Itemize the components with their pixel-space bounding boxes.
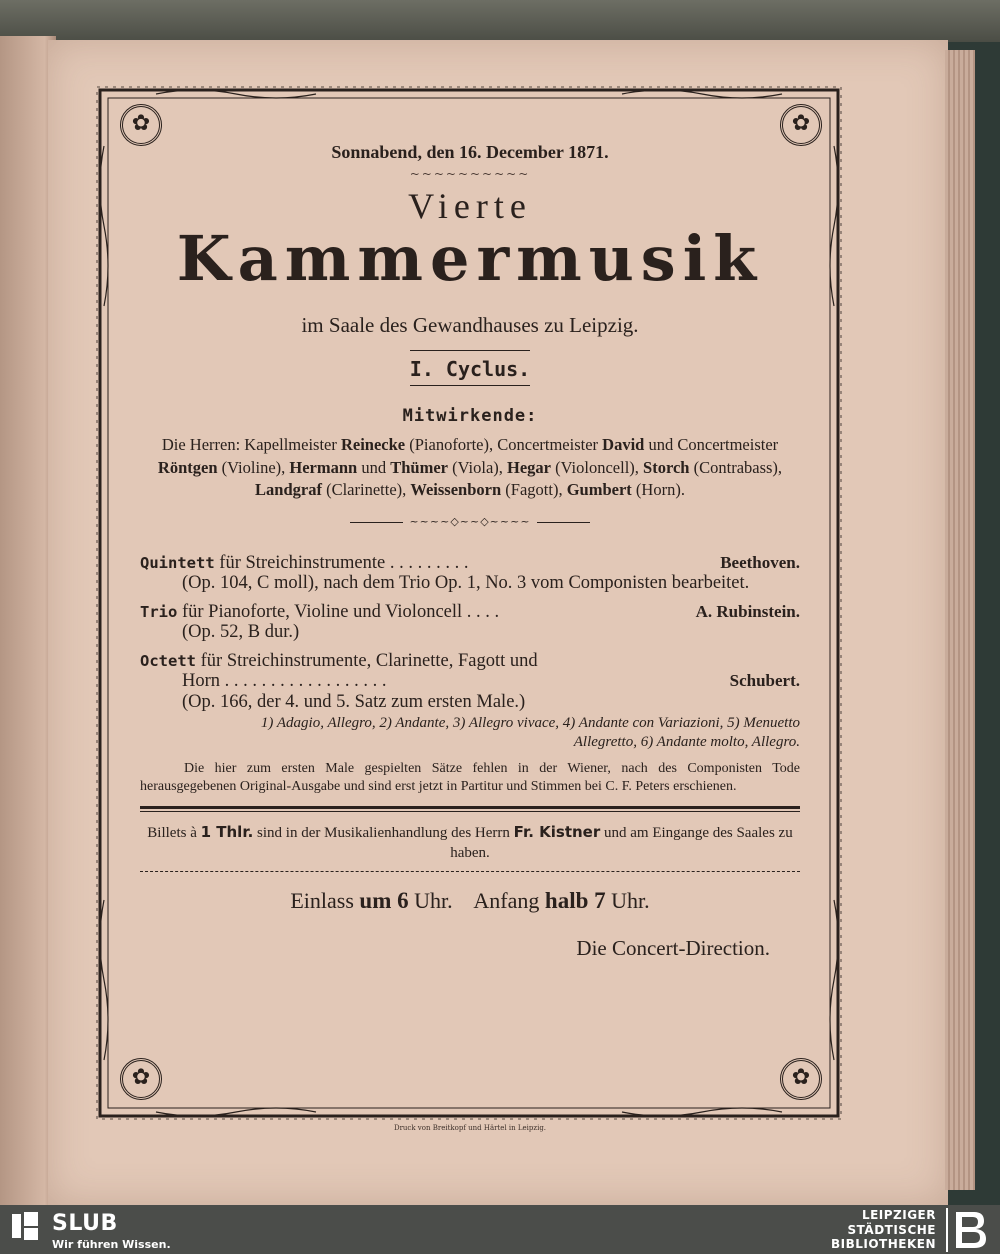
performer-name: Reinecke (340, 435, 406, 454)
piece-instrumentation: für Streichinstrumente, Clarinette, Fagott und (196, 650, 538, 671)
program-list (140, 553, 800, 797)
program-item (140, 553, 800, 594)
ticket-text: sind in der Musikalienhandlung des Herrn (253, 825, 514, 841)
performer-role: (Violine), (217, 457, 290, 477)
corner-ornament-bottom-left: ✿ (120, 1058, 162, 1100)
participants-heading: Mitwirkende: (402, 406, 538, 426)
piece-composer: Schubert. (729, 671, 800, 690)
date-swash: ~~~~~~~~~~ (409, 167, 531, 181)
ornament-glyphs: ~~~~◇~~◇~~~~ (403, 515, 536, 528)
cycle-rule-bottom (410, 385, 530, 386)
performer-role: (Horn). (631, 480, 685, 499)
movement-names: 1) Adagio, Allegro, 2) Andante, 3) Allegro vivace, 4) Andante con Variazioni, 5) Menuetto Allegretto, 6) Andante molto, Allegro. (260, 715, 800, 750)
performer-role: und Concertmeister (644, 435, 779, 454)
ticket-info (140, 822, 800, 863)
ticket-text: und am Eingange des Saales zu haben. (450, 825, 793, 861)
signature-line: Die Concert-Direction. (576, 936, 770, 960)
movement-list (140, 714, 800, 752)
ticket-price: 1 Thlr. (200, 823, 254, 841)
performer-name: Hermann (289, 457, 358, 477)
footnote: Die hier zum ersten Male gespielten Sätze fehlen in der Wiener, nach des Componisten Tode herausgegebenen Original-Ausgabe und sind erst jetzt in Partitur und Stimmen bei C. F. Peters erschienen. (140, 761, 800, 794)
ticket-seller: Fr. Kistner (513, 823, 601, 841)
performer-name: Hegar (507, 457, 551, 477)
performer-name: Thümer (390, 457, 448, 477)
lsb-name[interactable] (831, 1208, 936, 1252)
slub-logo-icon (12, 1212, 38, 1240)
performer-name: Weissenborn (410, 480, 502, 499)
lsb-line: BIBLIOTHEKEN (830, 1237, 936, 1251)
participants-list (140, 434, 800, 502)
concert-date: Sonnabend, den 16. December 1871. (331, 142, 609, 162)
admission-label: Einlass (290, 888, 354, 913)
start-label: Anfang (473, 888, 540, 913)
corner-ornament-top-right: ✿ (780, 104, 822, 146)
performer-name: Röntgen (157, 457, 218, 477)
book-top-edge (0, 0, 1000, 42)
performer-role: (Contrabass), (689, 457, 783, 477)
performer-name: Storch (643, 457, 690, 477)
piece-composer: A. Rubinstein. (695, 601, 800, 621)
piece-instrumentation: für Pianoforte, Violine und Violoncell . . . . (177, 601, 500, 622)
cycle-label: I. Cyclus. (409, 357, 531, 381)
admission-unit: Uhr. (414, 888, 453, 913)
page-stack-edges (945, 50, 975, 1190)
admission-times (140, 888, 800, 914)
performer-role: (Viola), (447, 457, 508, 477)
lsb-line: LEIPZIGER (861, 1208, 936, 1222)
title-ordinal: Vierte (408, 186, 532, 226)
piece-title: Quintett (140, 553, 215, 572)
corner-ornament-top-left: ✿ (120, 104, 162, 146)
piece-title: Trio (140, 602, 178, 621)
printer-imprint: Druck von Breitkopf und Härtel in Leipzig. (393, 1124, 547, 1132)
ticket-text: Billets à (147, 825, 201, 841)
performer-name: Landgraf (255, 480, 322, 499)
piece-details: (Op. 104, C moll), nach dem Trio Op. 1, No. 3 vom Componisten bearbeitet. (182, 573, 750, 593)
double-rule (140, 806, 800, 812)
performer-role: (Violoncell), (551, 457, 644, 477)
performer-role: (Fagott), (501, 480, 567, 499)
admission-time: um 6 (359, 888, 409, 913)
main-title: Kammermusik (176, 222, 764, 295)
slub-tagline: Wir führen Wissen. (52, 1238, 171, 1251)
program-item (140, 651, 800, 753)
piece-instrumentation-cont: Horn . . . . . . . . . . . . . . . . . . (182, 671, 387, 691)
cycle-rule (410, 350, 530, 351)
corner-ornament-bottom-right: ✿ (780, 1058, 822, 1100)
venue: im Saale des Gewandhauses zu Leipzig. (301, 313, 639, 337)
piece-details: (Op. 166, der 4. und 5. Satz zum ersten Male.) (182, 691, 526, 712)
performer-role: und (357, 457, 391, 477)
performer-role: (Pianoforte), Concertmeister (405, 435, 603, 454)
piece-instrumentation: für Streichinstrumente . . . . . . . . . (214, 552, 469, 573)
performer-name: David (602, 435, 645, 454)
slub-name[interactable]: SLUB (52, 1211, 118, 1236)
piece-details: (Op. 52, B dur.) (182, 622, 300, 642)
ornamental-divider (350, 514, 590, 531)
poster-content (140, 130, 800, 961)
viewer-footer (0, 1205, 1000, 1254)
start-unit: Uhr. (611, 888, 650, 913)
dashed-rule (140, 871, 800, 872)
piece-composer: Beethoven. (720, 552, 800, 572)
participants-intro: Die Herren: Kapellmeister (161, 435, 341, 454)
performer-name: Gumbert (566, 480, 632, 499)
performer-role: (Clarinette), (321, 480, 411, 499)
lsb-logo-icon (946, 1208, 992, 1252)
program-item (140, 602, 800, 643)
lsb-line: STÄDTISCHE (847, 1222, 936, 1237)
piece-title: Octett (140, 651, 196, 670)
start-time: halb 7 (544, 888, 606, 913)
